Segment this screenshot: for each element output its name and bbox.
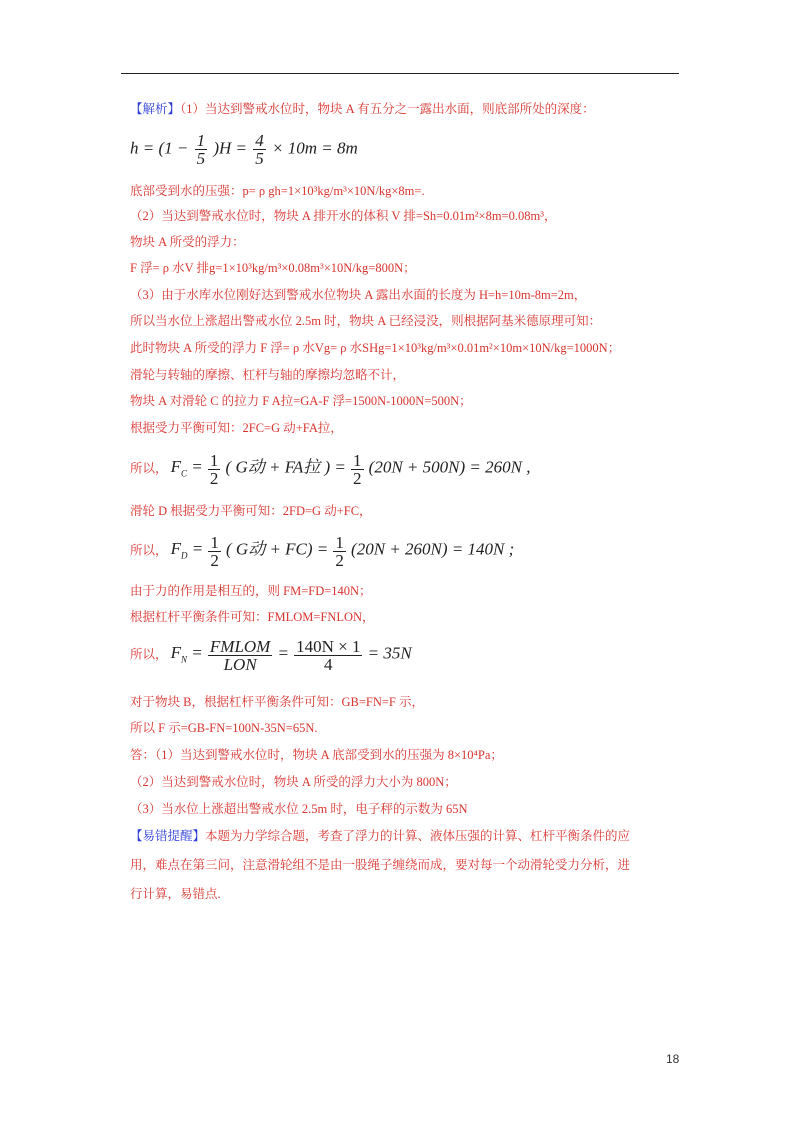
mistake-note-line-1: 【易错提醒】本题为力学综合题，考查了浮力的计算、液体压强的计算、杠杆平衡条件的应: [130, 829, 631, 843]
fraction: $\frac{1}{5}$: [196, 131, 206, 168]
fraction: $\frac{4}{5}$: [255, 131, 264, 168]
text-line: 滑轮 D 根据受力平衡可知：2FD=G 动+FC，: [130, 504, 372, 518]
fraction: $\frac{1}{2}$: [209, 451, 219, 488]
mistake-tag: 【易错提醒】: [130, 829, 206, 843]
answer-line-3: （3）当水位上涨超出警戒水位 2.5m 时，电子秤的示数为 65N: [130, 802, 468, 816]
text-line: 所以当水位上涨超出警戒水位 2.5m 时，物块 A 已经浸没，则根据阿基米德原理可知：: [130, 314, 602, 328]
text-line: （2）当达到警戒水位时，物块 A 排开水的体积 V 排=Sh=0.01m²×8m=0.08m³，: [130, 209, 557, 223]
text-line: 根据杠杆平衡条件可知：FMLOM=FNLON，: [130, 610, 375, 624]
text-line: 滑轮与转轴的摩擦、杠杆与轴的摩擦均忽略不计，: [130, 368, 406, 382]
equation-fn: 所以， $F_N$ = $\frac{\text{FMLOM}}{\text{LON}}$ = $\frac{140N \times 1}{4}$ = 35N: [130, 637, 412, 674]
equation-depth: h = (1 − $\frac{1}{5}$ )H = $\frac{4}{5}$ × 10m = 8m: [130, 131, 358, 168]
fraction: $\frac{1}{2}$: [210, 533, 219, 570]
fraction: $\frac{1}{2}$: [353, 451, 362, 488]
text-line: （3）由于水库水位刚好达到警戒水位物块 A 露出水面的长度为 H=h=10m-8m=2m，: [130, 288, 587, 302]
answer-line-1: 答：（1）当达到警戒水位时，物块 A 底部受到水的压强为 8×10⁴Pa；: [130, 748, 503, 762]
text-line: 底部受到水的压强：p= ρ gh=1×10³kg/m³×10N/kg×8m=.: [130, 184, 425, 198]
mistake-note-line-2: 用，难点在第三问，注意滑轮组不是由一股绳子缠绕而成，要对每一个动滑轮受力分析，进: [130, 858, 631, 872]
text-line: 此时物块 A 所受的浮力 F 浮= ρ 水Vg= ρ 水SHg=1×10³kg/m³×0.01m²×10m×10N/kg=1000N；: [130, 341, 621, 355]
text-line: 物块 A 所受的浮力：: [130, 235, 245, 249]
equation-fd: 所以， $F_D$ = $\frac{1}{2}$ ( G动 + FC) = $\frac{1}{2}$ (20N + 260N) = 140N ;: [130, 533, 515, 570]
fraction: $\frac{1}{2}$: [335, 533, 344, 570]
analysis-tag: 【解析】: [130, 102, 181, 116]
text-line: 物块 A 对滑轮 C 的拉力 F A拉=GA-F 浮=1500N-1000N=500N；: [130, 394, 472, 408]
mistake-note-line-3: 行计算，易错点.: [130, 887, 221, 901]
page-number: 18: [666, 1052, 680, 1066]
analysis-line-1: 【解析】（1）当达到警戒水位时，物块 A 有五分之一露出水面，则底部所处的深度：: [130, 102, 595, 116]
text-line: F 浮= ρ 水V 排g=1×10³kg/m³×0.08m³×10N/kg=800N；: [130, 261, 416, 275]
text-line: 对于物块 B，根据杠杆平衡条件可知：GB=FN=F 示，: [130, 695, 424, 709]
header-rule: [121, 73, 679, 74]
text-line: 根据受力平衡可知：2FC=G 动+FA拉，: [130, 421, 343, 435]
fraction: $\frac{140N \times 1}{4}$: [296, 637, 361, 674]
text-line: 所以 F 示=GB-FN=100N-35N=65N.: [130, 721, 318, 735]
fraction: $\frac{\text{FMLOM}}{\text{LON}}$: [209, 637, 271, 674]
equation-fc: 所以， $F_C$ = $\frac{1}{2}$ ( G动 + FA拉 ) = $\frac{1}{2}$ (20N + 500N) = 260N ,: [130, 451, 531, 488]
text-line: 由于力的作用是相互的，则 FM=FD=140N；: [130, 584, 372, 598]
answer-line-2: （2）当达到警戒水位时，物块 A 所受的浮力大小为 800N；: [130, 775, 457, 789]
